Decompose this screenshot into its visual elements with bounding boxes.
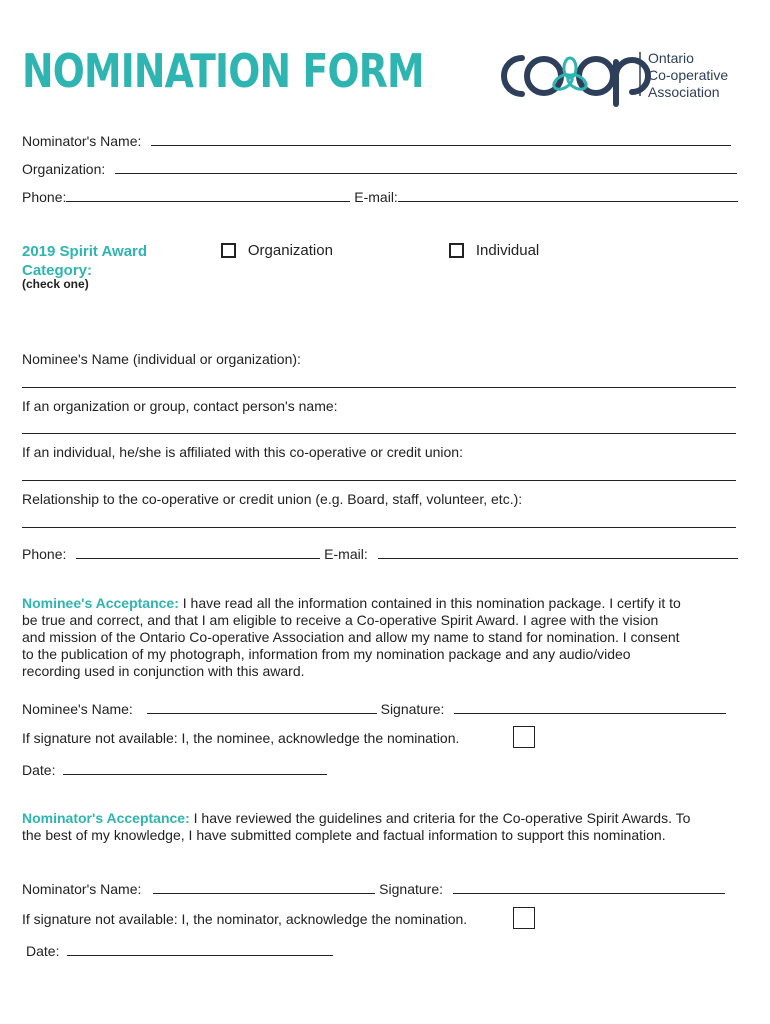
nominator-name-sign-field[interactable] (153, 879, 375, 894)
individual-checkbox[interactable] (449, 243, 464, 258)
nominee-name-sign-field[interactable] (147, 699, 377, 714)
nominee-name-field[interactable] (22, 386, 736, 388)
nominee-email-field[interactable] (378, 544, 738, 559)
logo-c-letter (504, 58, 522, 94)
organization-checkbox[interactable] (221, 243, 236, 258)
nominee-acceptance-heading: Nominee's Acceptance: (22, 595, 179, 611)
nominator-name-label: Nominator's Name: (22, 133, 142, 149)
nominee-date-field[interactable] (63, 760, 327, 775)
nominee-date-label: Date: (22, 762, 56, 778)
nominator-email-label: E-mail: (354, 189, 398, 205)
option-organization[interactable] (221, 241, 333, 260)
nominee-contact-row (22, 544, 738, 563)
nominator-contact-row (22, 187, 738, 206)
relationship-label: Relationship to the co-operative or credit union (e.g. Board, staff, volunteer, etc.): (22, 491, 523, 507)
nominator-name-sign-label: Nominator's Name: (22, 881, 142, 897)
nominee-signature-field[interactable] (454, 699, 726, 714)
relationship-field[interactable] (22, 526, 736, 528)
nominator-phone-field[interactable] (66, 187, 350, 202)
category-note: (check one) (22, 277, 89, 291)
nominee-date-row (22, 760, 327, 779)
option-individual[interactable] (449, 241, 539, 260)
nominator-name-row (22, 131, 731, 150)
nominator-signature-label: Signature: (379, 881, 443, 897)
option-individual-label: Individual (475, 242, 540, 259)
category-heading: 2019 Spirit Award Category: (22, 243, 148, 279)
contact-person-field[interactable] (22, 432, 736, 434)
organization-row (22, 159, 737, 178)
option-organization-label: Organization (247, 242, 333, 259)
nominator-signature-field[interactable] (453, 879, 725, 894)
form-title: NOMINATION FORM (22, 44, 424, 98)
nominator-name-field[interactable] (151, 131, 731, 146)
nominee-phone-label: Phone: (22, 546, 67, 562)
nominee-signature-row (22, 699, 726, 718)
nominee-name-sign-label: Nominee's Name: (22, 701, 133, 717)
nominee-email-label: E-mail: (324, 546, 368, 562)
nominator-email-field[interactable] (398, 187, 738, 202)
nominee-ack-label: If signature not available: I, the nominee, acknowledge the nomination. (22, 730, 460, 746)
nominator-date-row (26, 941, 333, 960)
nominator-signature-row (22, 879, 725, 898)
nominator-date-label: Date: (26, 943, 60, 959)
nominator-phone-label: Phone: (22, 189, 67, 205)
nominator-acceptance-heading: Nominator's Acceptance: (22, 810, 190, 826)
nominee-acceptance-text: Nominee's Acceptance: I have read all the information contained in this nomination package. I certify it to be true and correct, and that I am eligible to receive a Co-operative Spirit Award. I agree with the vision and mission of the Ontario Co-operative Association and allow my name to stand for nomination. I consent to the publication of my photograph, information from my nomination package and any audio/video recording used in conjunction with this award. (22, 595, 681, 679)
logo-p-letter (616, 60, 648, 104)
logo-organization-name: Ontario Co-operative Association (648, 50, 729, 100)
contact-person-label: If an organization or group, contact person's name: (22, 398, 338, 414)
organization-label: Organization: (22, 161, 106, 177)
nominator-date-field[interactable] (67, 941, 333, 956)
nominee-name-label: Nominee's Name (individual or organization): (22, 351, 301, 367)
nominator-acceptance-text: Nominator's Acceptance: I have reviewed the guidelines and criteria for the Co-operative Spirit Awards. To the best of my knowledge, I have submitted complete and factual information to support this nomination. (22, 810, 691, 843)
organization-field[interactable] (115, 159, 737, 174)
nominator-ack-label: If signature not available: I, the nominator, acknowledge the nomination. (22, 911, 468, 927)
nominee-phone-field[interactable] (76, 544, 320, 559)
affiliation-label: If an individual, he/she is affiliated with this co-operative or credit union: (22, 444, 463, 460)
nominee-ack-checkbox[interactable] (513, 726, 535, 748)
nominator-ack-checkbox[interactable] (513, 907, 535, 929)
nominee-signature-label: Signature: (380, 701, 445, 717)
affiliation-field[interactable] (22, 479, 736, 481)
